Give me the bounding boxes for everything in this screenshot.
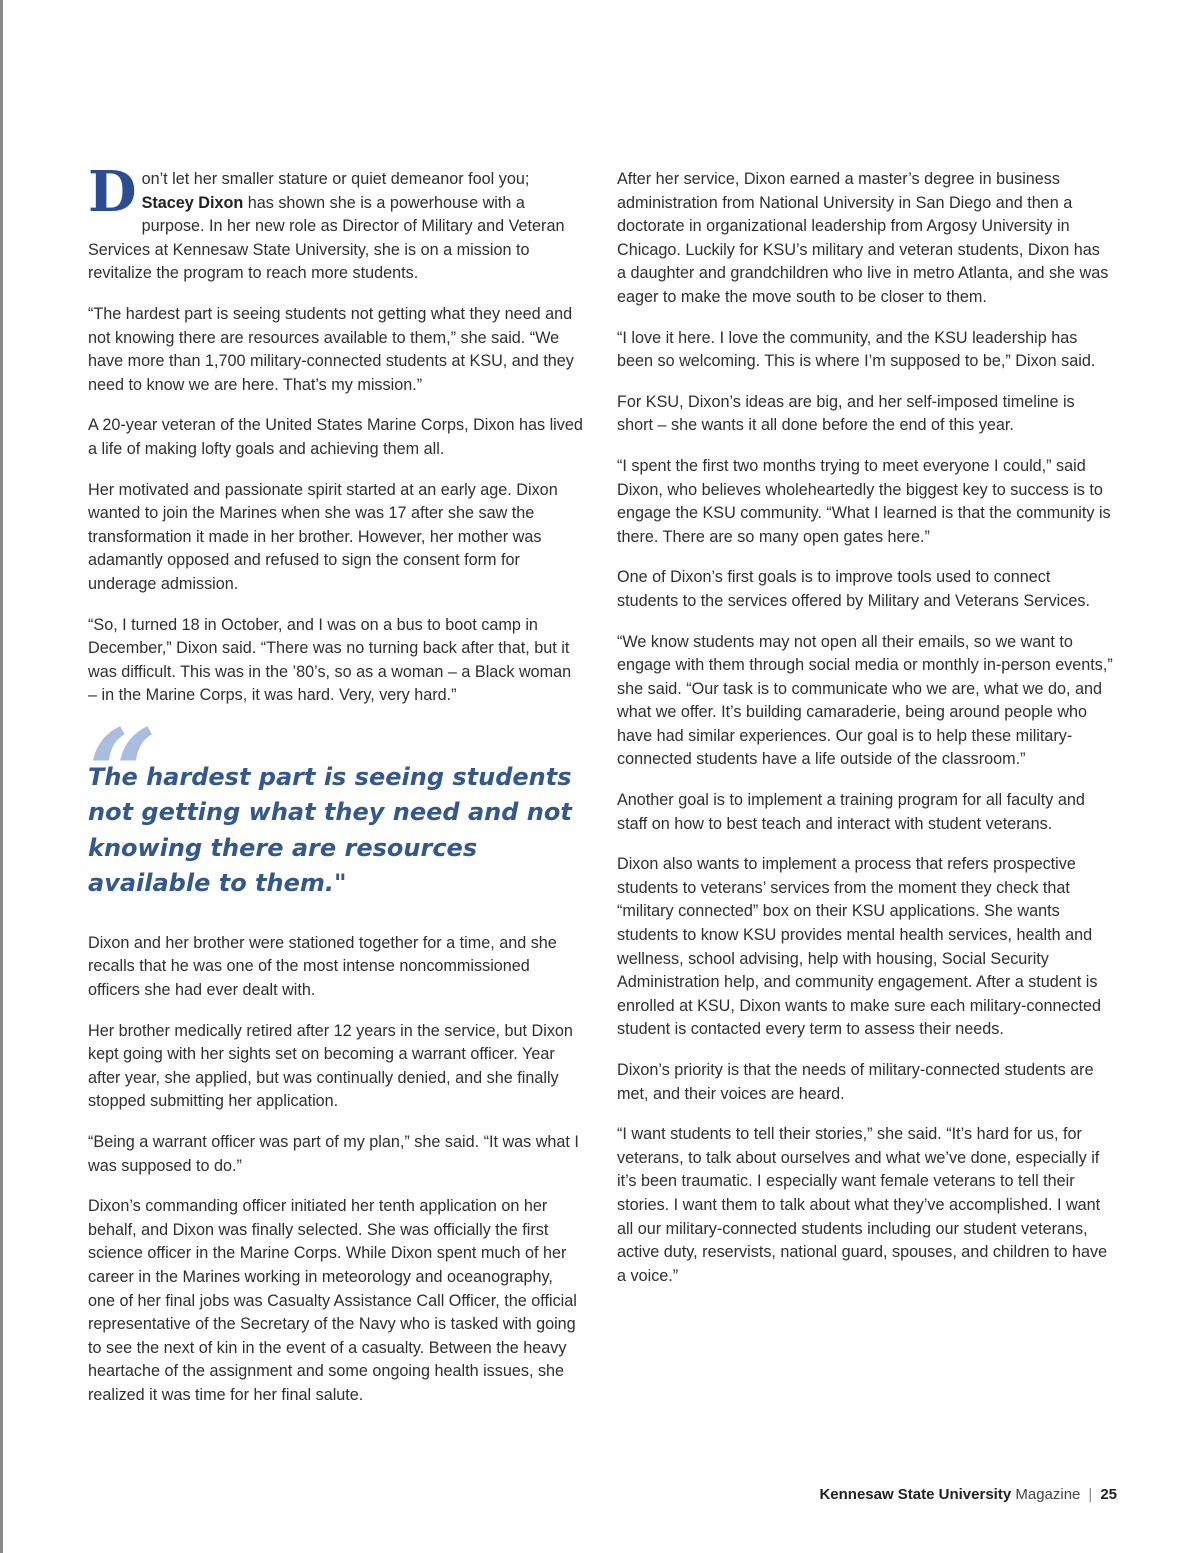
body-paragraph: Her brother medically retired after 12 years in the service, but Dixon kept going with her sights set on becoming a warrant officer. Year after year, she applied, but was continually denied, and she finally stopped submitting her application. [88,1021,573,1111]
pull-quote-text: The hardest part is seeing students not getting what they need and not knowing there are resources available to them." [88,762,572,898]
body-paragraph: For KSU, Dixon’s ideas are big, and her self-imposed timeline is short – she wants it all done before the end of this year. [617,392,1075,435]
body-paragraph: “So, I turned 18 in October, and I was on a bus to boot camp in December,” Dixon said. “There was no turning back after that, but it was difficult. This was in the ’80’s, so as a woman – a Black woman – in the Marine Corps, it was hard. Very, very hard.” [88,615,572,705]
footer-separator: | [1088,1486,1093,1503]
body-paragraph: A 20-year veteran of the United States Marine Corps, Dixon has lived a life of making lofty goals and achieving them all. [88,416,583,458]
page-edge-shadow [0,0,3,1553]
body-paragraph: Her motivated and passionate spirit started at an early age. Dixon wanted to join the Marines when she was 17 after she saw the transformation it made in her brother. However, her mother was adamantly opposed and refused to sign the consent form for underage admission. [88,480,558,593]
right-column [617,168,1113,1305]
intro-rest: has shown she is a powerhouse with a purpose. In her new role as Director of Military and Veteran Services at Kennesaw State University, she is on a mission to revitalize the program to reach more students. [88,193,565,283]
drop-cap: D [88,159,137,225]
body-paragraph: Dixon and her brother were stationed together for a time, and she recalls that he was one of the most intense noncommissioned officers she had ever dealt with. [88,933,557,1000]
body-paragraph: Dixon’s commanding officer initiated her tenth application on her behalf, and Dixon was finally selected. She was officially the first science officer in the Marine Corps. While Dixon spent much of her career in the Marines working in meteorology and oceanography, one of her final jobs was Casualty Assistance Call Officer, the official representative of the Secretary of the Navy who is tasked with going to see the next of kin in the event of a casualty. Between the heavy heartache of the assignment and some ongoing health issues, she realized it was time for her final salute. [88,1197,577,1404]
body-paragraph: Dixon also wants to implement a process that refers prospective students to veterans’ services from the moment they check that “military connected” box on their KSU applications. She wants students to know KSU provides mental health services, health and wellness, school advising, help with housing, Social Security Administration help, and community engagement. After a student is enrolled at KSU, Dixon wants to make sure each military-connected student is contacted every term to assess their needs. [617,855,1102,1039]
body-paragraph: One of Dixon’s first goals is to improve tools used to connect students to the services offered by Military and Veterans Services. [617,568,1090,610]
footer-university: Kennesaw State University [819,1486,1012,1503]
intro-paragraph [88,159,584,286]
pull-quote [88,702,584,902]
subject-name: Stacey Dixon [141,193,244,212]
page-number: 25 [1100,1486,1117,1503]
left-column [88,159,584,1425]
body-paragraph: “I want students to tell their stories,” she said. “It’s hard for us, for veterans, to talk about ourselves and what we’ve done, especially if it’s been traumatic. I especially want female veterans to tell their stories. I want them to talk about what they’ve accomplished. I want all our military-connected students including our student veterans, active duty, reservists, national guard, spouses, and children to have a voice.” [617,1125,1108,1285]
body-paragraph: “We know students may not open all their emails, so we want to engage with them through social media or monthly in-person events,” she said. “Our task is to communicate who we are, what we do, and what we offer. It’s building camaraderie, being around people who have had similar experiences. Our goal is to help these military-connected students have a life outside of the classroom.” [617,632,1113,769]
body-paragraph: “I love it here. I love the community, and the KSU leadership has been so welcoming. This is where I’m supposed to be,” Dixon said. [617,328,1096,371]
footer-publication: Magazine [1011,1486,1081,1503]
body-paragraph: “Being a warrant officer was part of my plan,” she said. “It was what I was supposed to do.” [88,1133,579,1175]
body-paragraph: “The hardest part is seeing students not getting what they need and not knowing there are resources available to them,” she said. “We have more than 1,700 military-connected students at KSU, and they need to know we are here. That’s my mission.” [88,304,574,394]
quote-mark-icon: “ [88,702,158,844]
intro-opening: on’t let her smaller stature or quiet demeanor fool you; [141,170,530,188]
page-footer [819,1485,1117,1505]
body-paragraph: After her service, Dixon earned a master’s degree in business administration from National University in San Diego and then a doctorate in organizational leadership from Argosy University in Chicago. Luckily for KSU’s military and veteran students, Dixon has a daughter and grandchildren who live in metro Atlanta, and she was eager to make the move south to be closer to them. [617,170,1109,306]
body-paragraph: Another goal is to implement a training program for all faculty and staff on how to best teach and interact with student veterans. [617,791,1085,833]
body-paragraph: Dixon’s priority is that the needs of military-connected students are met, and their voices are heard. [617,1061,1094,1103]
body-paragraph: “I spent the first two months trying to meet everyone I could,” said Dixon, who believes wholeheartedly the biggest key to success is to engage the KSU community. “What I learned is that the community is there. There are so many open gates here.” [617,456,1111,546]
